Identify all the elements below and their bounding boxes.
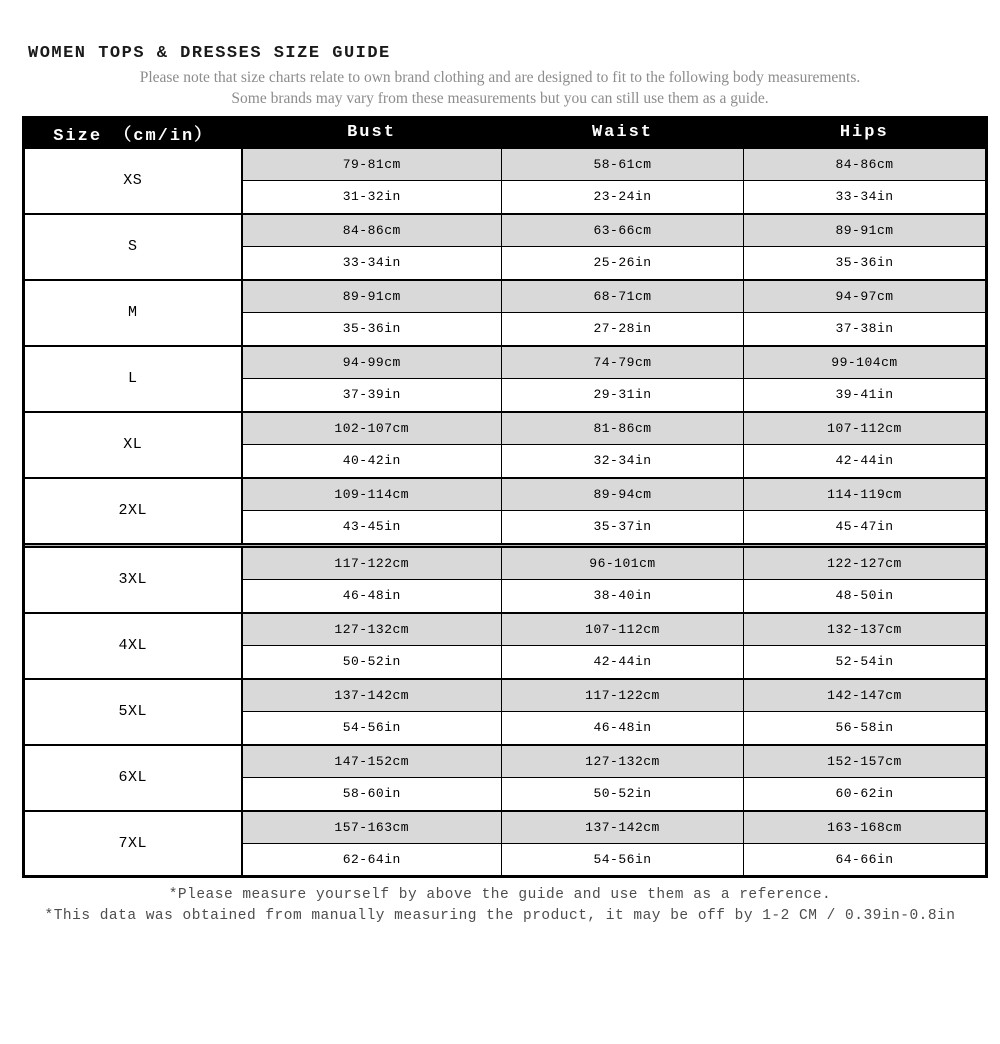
table-row-cm-4XL	[24, 613, 987, 646]
cm-value-cell: 68-71cm	[502, 280, 744, 313]
size-label-2XL: 2XL	[24, 478, 242, 544]
table-row-cm-L	[24, 346, 987, 379]
cm-value-cell: 147-152cm	[242, 745, 502, 778]
in-value-cell: 43-45in	[242, 511, 502, 544]
in-value-cell: 48-50in	[744, 580, 987, 613]
footer-notes	[0, 885, 1000, 927]
in-value-cell: 37-39in	[242, 379, 502, 412]
in-value-cell: 50-52in	[502, 778, 744, 811]
column-header-bust: Bust	[242, 118, 502, 148]
cm-value-cell: 137-142cm	[502, 811, 744, 844]
cm-value-cell: 122-127cm	[744, 547, 987, 580]
in-value-cell: 29-31in	[502, 379, 744, 412]
in-value-cell: 33-34in	[242, 247, 502, 280]
size-chart-table	[22, 116, 988, 878]
column-header-hips: Hips	[744, 118, 987, 148]
cm-value-cell: 157-163cm	[242, 811, 502, 844]
cm-value-cell: 89-91cm	[744, 214, 987, 247]
in-value-cell: 64-66in	[744, 844, 987, 877]
table-row-cm-2XL	[24, 478, 987, 511]
in-value-cell: 33-34in	[744, 181, 987, 214]
cm-value-cell: 89-94cm	[502, 478, 744, 511]
subtitle-line-2: Some brands may vary from these measurements but you can still use them as a guide.	[231, 90, 769, 107]
cm-value-cell: 94-97cm	[744, 280, 987, 313]
in-value-cell: 27-28in	[502, 313, 744, 346]
cm-value-cell: 114-119cm	[744, 478, 987, 511]
cm-value-cell: 81-86cm	[502, 412, 744, 445]
cm-value-cell: 127-132cm	[242, 613, 502, 646]
in-value-cell: 54-56in	[502, 844, 744, 877]
in-value-cell: 54-56in	[242, 712, 502, 745]
cm-value-cell: 94-99cm	[242, 346, 502, 379]
table-row-cm-7XL	[24, 811, 987, 844]
in-value-cell: 62-64in	[242, 844, 502, 877]
cm-value-cell: 74-79cm	[502, 346, 744, 379]
in-value-cell: 39-41in	[744, 379, 987, 412]
in-value-cell: 38-40in	[502, 580, 744, 613]
table-row-cm-M	[24, 280, 987, 313]
header-row	[24, 118, 987, 148]
cm-value-cell: 79-81cm	[242, 148, 502, 181]
cm-value-cell: 132-137cm	[744, 613, 987, 646]
in-value-cell: 46-48in	[242, 580, 502, 613]
in-value-cell: 42-44in	[502, 646, 744, 679]
cm-value-cell: 84-86cm	[242, 214, 502, 247]
table-row-cm-XL	[24, 412, 987, 445]
size-label-XL: XL	[24, 412, 242, 478]
in-value-cell: 46-48in	[502, 712, 744, 745]
note-line-1: *Please measure yourself by above the guide and use them as a reference.	[168, 887, 832, 903]
in-value-cell: 56-58in	[744, 712, 987, 745]
cm-value-cell: 63-66cm	[502, 214, 744, 247]
page-title: WOMEN TOPS & DRESSES SIZE GUIDE	[28, 44, 391, 63]
size-label-M: M	[24, 280, 242, 346]
column-header-size: Size （cm/in）	[24, 118, 242, 148]
table-row-cm-5XL	[24, 679, 987, 712]
cm-value-cell: 96-101cm	[502, 547, 744, 580]
table-row-cm-3XL	[24, 547, 987, 580]
in-value-cell: 35-37in	[502, 511, 744, 544]
size-chart-header	[24, 118, 987, 148]
cm-value-cell: 99-104cm	[744, 346, 987, 379]
in-value-cell: 25-26in	[502, 247, 744, 280]
size-label-3XL: 3XL	[24, 547, 242, 613]
note-line-2: *This data was obtained from manually measuring the product, it may be off by 1-2 CM / 0.39in-0.8in	[44, 908, 956, 924]
column-header-waist: Waist	[502, 118, 744, 148]
size-label-4XL: 4XL	[24, 613, 242, 679]
in-value-cell: 40-42in	[242, 445, 502, 478]
in-value-cell: 37-38in	[744, 313, 987, 346]
in-value-cell: 23-24in	[502, 181, 744, 214]
in-value-cell: 45-47in	[744, 511, 987, 544]
cm-value-cell: 127-132cm	[502, 745, 744, 778]
in-value-cell: 52-54in	[744, 646, 987, 679]
cm-value-cell: 137-142cm	[242, 679, 502, 712]
size-label-S: S	[24, 214, 242, 280]
cm-value-cell: 58-61cm	[502, 148, 744, 181]
size-guide-page	[0, 44, 1000, 1044]
subtitle-line-1: Please note that size charts relate to own brand clothing and are designed to fit to the following body measurements.	[139, 69, 861, 86]
size-chart-body	[24, 148, 987, 877]
cm-value-cell: 107-112cm	[744, 412, 987, 445]
in-value-cell: 60-62in	[744, 778, 987, 811]
cm-value-cell: 89-91cm	[242, 280, 502, 313]
cm-value-cell: 109-114cm	[242, 478, 502, 511]
size-label-XS: XS	[24, 148, 242, 214]
cm-value-cell: 102-107cm	[242, 412, 502, 445]
in-value-cell: 35-36in	[242, 313, 502, 346]
in-value-cell: 42-44in	[744, 445, 987, 478]
cm-value-cell: 163-168cm	[744, 811, 987, 844]
table-row-cm-6XL	[24, 745, 987, 778]
size-label-6XL: 6XL	[24, 745, 242, 811]
cm-value-cell: 84-86cm	[744, 148, 987, 181]
size-label-5XL: 5XL	[24, 679, 242, 745]
cm-value-cell: 152-157cm	[744, 745, 987, 778]
cm-value-cell: 107-112cm	[502, 613, 744, 646]
in-value-cell: 35-36in	[744, 247, 987, 280]
table-row-cm-S	[24, 214, 987, 247]
in-value-cell: 32-34in	[502, 445, 744, 478]
cm-value-cell: 142-147cm	[744, 679, 987, 712]
cm-value-cell: 117-122cm	[242, 547, 502, 580]
in-value-cell: 50-52in	[242, 646, 502, 679]
size-label-7XL: 7XL	[24, 811, 242, 877]
table-row-cm-XS	[24, 148, 987, 181]
cm-value-cell: 117-122cm	[502, 679, 744, 712]
size-label-L: L	[24, 346, 242, 412]
in-value-cell: 31-32in	[242, 181, 502, 214]
in-value-cell: 58-60in	[242, 778, 502, 811]
